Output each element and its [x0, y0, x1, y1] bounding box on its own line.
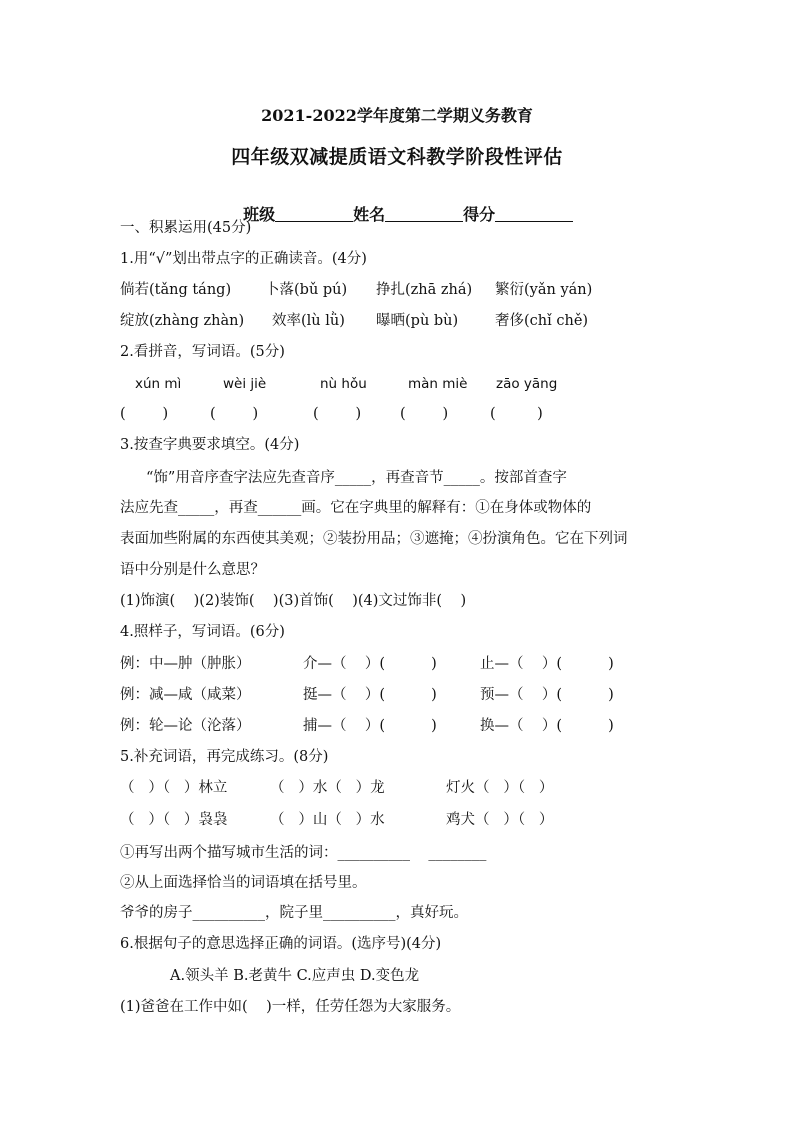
section-heading: 一、积累运用(45分)	[120, 220, 252, 236]
q1-item[interactable]: 绽放(zhàng zhàn)	[120, 313, 245, 329]
q1-item[interactable]: 曝晒(pù bù)	[376, 313, 459, 329]
q5-blank[interactable]: （ ）（ ）林立	[120, 780, 228, 796]
q5-blank[interactable]: （ ）水（ ）龙	[270, 780, 385, 796]
q5-sub2: ②从上面选择恰当的词语填在括号里。	[120, 875, 367, 891]
q4-example: 例：减—咸（咸菜）	[120, 687, 251, 703]
class-label: 班级	[243, 205, 276, 224]
q3-text: 法应先查_____，再查______画。它在字典里的解释有：①在身体或物体的	[120, 500, 592, 516]
q6-options: A.领头羊 B.老黄牛 C.应声虫 D.变色龙	[170, 968, 420, 984]
exam-title: 四年级双减提质语文科教学阶段性评估	[231, 146, 563, 168]
q4-blank[interactable]: 挺—（ ）( )	[303, 687, 437, 703]
pinyin: nù hǒu	[320, 376, 367, 392]
q2-prompt: 2.看拼音，写词语。(5分)	[120, 344, 285, 360]
pinyin: wèi jiè	[223, 376, 267, 392]
q3-answers[interactable]: (1)饰演( )(2)装饰( )(3)首饰( )(4)文过饰非( )	[120, 593, 467, 609]
q1-item[interactable]: 效率(lù lǜ)	[272, 313, 345, 329]
q4-blank[interactable]: 捕—（ ）( )	[303, 718, 437, 734]
q3-prompt: 3.按查字典要求填空。(4分)	[120, 437, 300, 453]
q1-item[interactable]: 奢侈(chǐ chě)	[495, 313, 589, 329]
q3-text: 语中分别是什么意思？	[120, 562, 265, 578]
answer-bracket[interactable]: ( )	[490, 406, 543, 422]
pinyin: màn miè	[408, 376, 468, 392]
q4-blank[interactable]: 介—（ ）( )	[303, 656, 437, 672]
q4-prompt: 4.照样子，写词语。(6分)	[120, 624, 285, 640]
answer-bracket[interactable]: ( )	[400, 406, 449, 422]
q5-sub1[interactable]: ①再写出两个描写城市生活的词：__________ ________	[120, 845, 487, 861]
q1-item[interactable]: 倘若(tǎng táng)	[120, 282, 232, 298]
q6-prompt: 6.根据句子的意思选择正确的词语。(选序号)(4分)	[120, 936, 442, 952]
q3-text: “饰”用音序查字法应先查音序_____，再查音节_____。按部首查字	[146, 470, 567, 486]
class-blank[interactable]	[275, 205, 353, 222]
answer-bracket[interactable]: ( )	[210, 406, 259, 422]
answer-bracket[interactable]: ( )	[120, 406, 169, 422]
q3-text: 表面加些附属的东西使其美观；②装扮用品；③遮掩；④扮演角色。它在下列词	[120, 531, 628, 547]
q5-blank[interactable]: （ ）山（ ）水	[270, 812, 385, 828]
q4-blank[interactable]: 止—（ ）( )	[480, 656, 614, 672]
q5-blank[interactable]: 鸡犬（ ）（ ）	[446, 812, 554, 828]
q5-sub3[interactable]: 爷爷的房子__________，院子里__________，真好玩。	[120, 905, 468, 921]
q1-prompt: 1.用“√”划出带点字的正确读音。(4分)	[120, 251, 367, 267]
q4-blank[interactable]: 预—（ ）( )	[480, 687, 614, 703]
q1-item[interactable]: 卜落(bǔ pú)	[265, 282, 348, 298]
q5-blank[interactable]: （ ）（ ）袅袅	[120, 812, 228, 828]
q5-blank[interactable]: 灯火（ ）（ ）	[446, 780, 554, 796]
q4-example: 例：轮—论（沦落）	[120, 718, 251, 734]
q4-blank[interactable]: 换—（ ）( )	[480, 718, 614, 734]
year-line: 2021-2022学年度第二学期义务教育	[261, 106, 533, 125]
q1-item[interactable]: 挣扎(zhā zhá)	[376, 282, 473, 298]
score-blank[interactable]	[495, 205, 573, 222]
pinyin: zāo yāng	[496, 376, 558, 392]
q4-example: 例：中—肿（肿胀）	[120, 656, 251, 672]
name-label: 姓名	[353, 205, 386, 224]
score-label: 得分	[463, 205, 496, 224]
answer-bracket[interactable]: ( )	[313, 406, 362, 422]
q1-item[interactable]: 繁衍(yǎn yán)	[495, 282, 593, 298]
q5-prompt: 5.补充词语，再完成练习。(8分)	[120, 749, 329, 765]
name-blank[interactable]	[385, 205, 463, 222]
pinyin: xún mì	[135, 376, 182, 392]
q6-item[interactable]: (1)爸爸在工作中如( )一样，任劳任怨为大家服务。	[120, 999, 461, 1015]
